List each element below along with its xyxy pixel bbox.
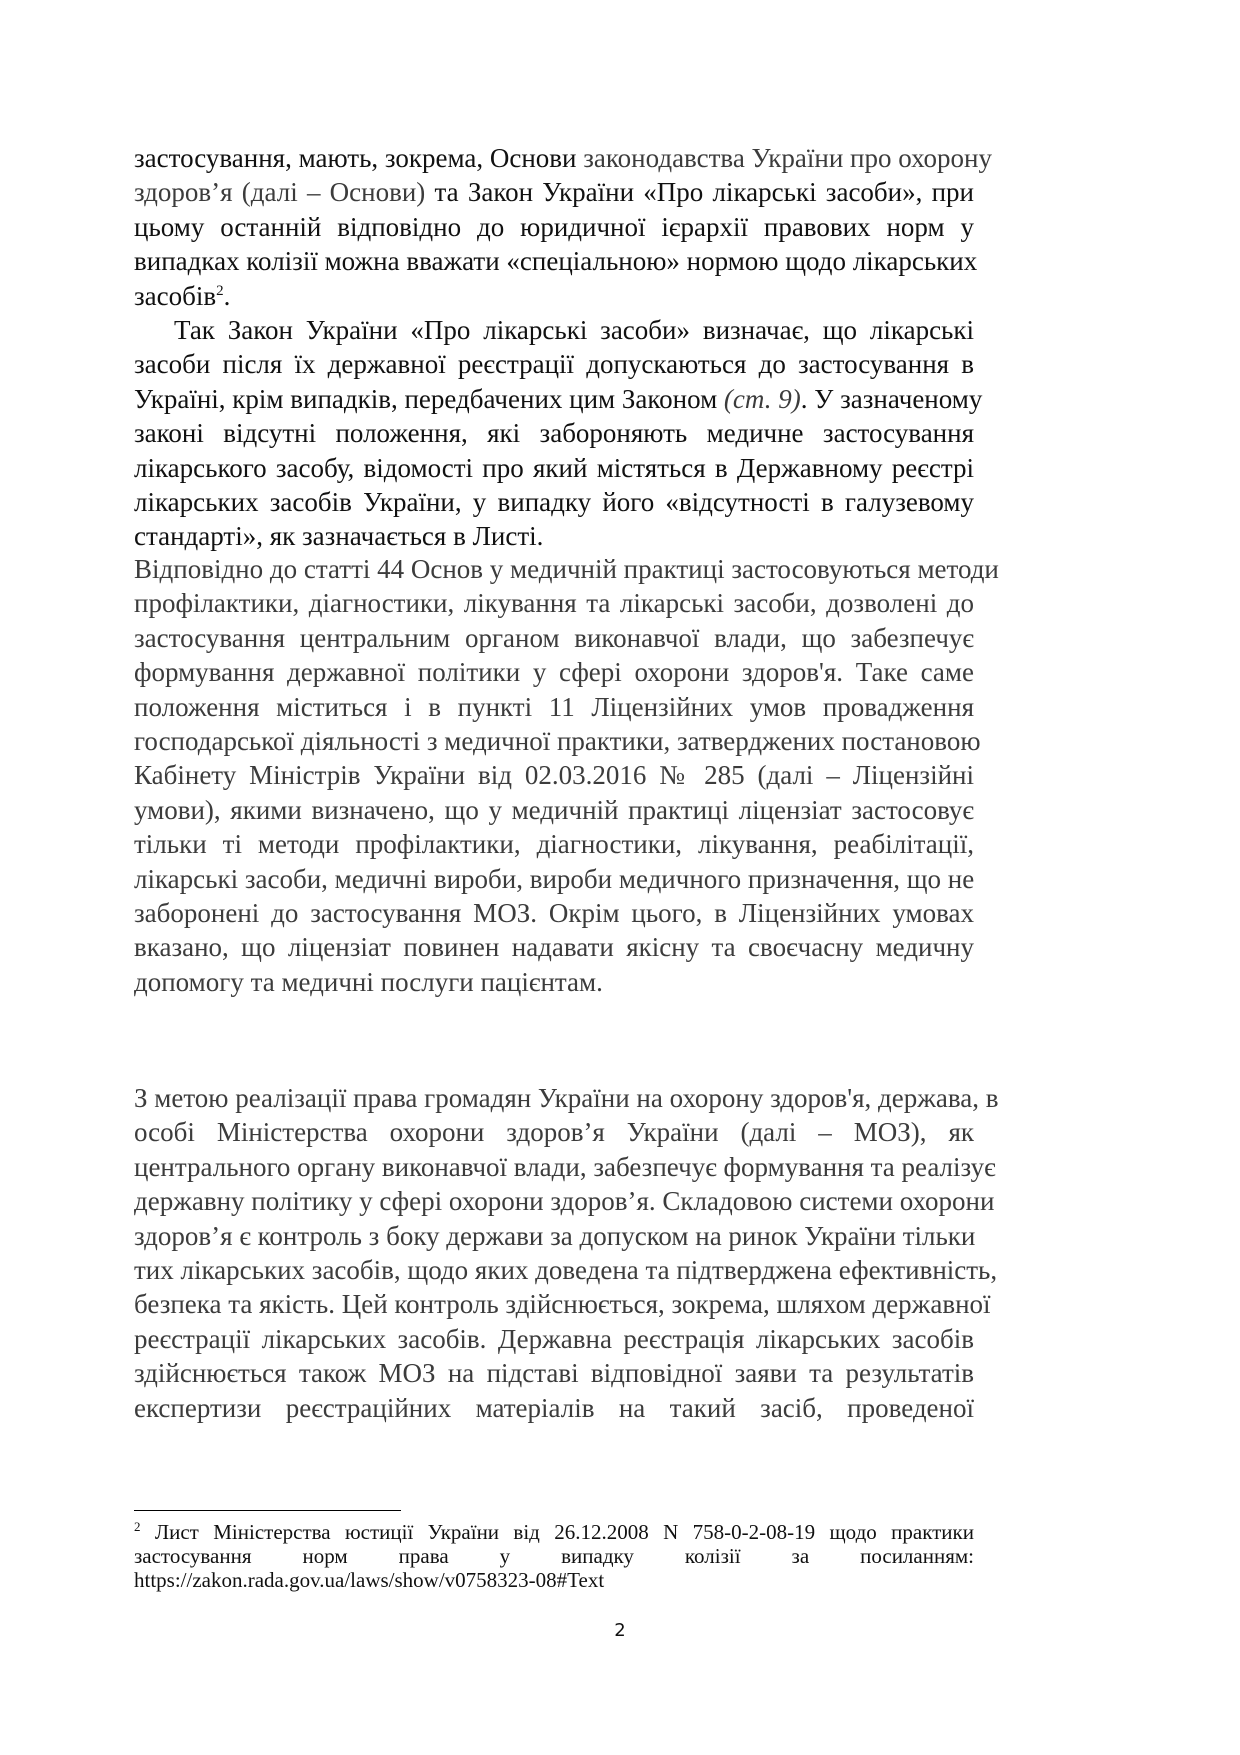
text-line: засобів$^2$. [134,280,231,311]
text-line: цьому останній відповідно до юридичної ієрархії правових норм у [134,211,974,242]
text-line: законі відсутні положення, які забороняють медичне застосування [134,418,974,449]
footnote-line: $^2$ Лист Міністерства юстиції України від 26.12.2008 N 758-0-2-08-19 щодо практики [134,1519,974,1544]
text-line: Так Закон України «Про лікарські засоби» визначає, що лікарські [174,315,974,345]
paragraph-3 [134,552,999,999]
text-line: заборонені до застосування МОЗ. Окрім цього, в Ліцензійних умовах [134,897,974,928]
text-line: Україні, крім випадків, передбачених цим Законом (ст. 9). У зазначеному [134,383,983,414]
text-line: засоби після їх державної реєстрації допускаються до застосування в [134,349,974,380]
text-line: формування державної політики у сфері охорони здоров'я. Таке саме [134,657,974,688]
text-line: лікарських засобів України, у випадку його «відсутності в галузевому [134,486,974,517]
footnote-number: 2 [134,1519,141,1534]
paragraph-2 [134,313,983,554]
text-line: господарської діяльності з медичної практики, затверджених постановою [134,725,981,756]
text-line: лікарські засоби, медичні вироби, вироби медичного призначення, що не [134,863,975,894]
text-line: допомогу та медичні послуги пацієнтам. [134,966,603,997]
text-line: безпека та якість. Цей контроль здійснюється, зокрема, шляхом державної [134,1289,991,1320]
paragraph-1 [134,141,992,313]
text-line: застосування, мають, зокрема, Основи законодавства України про охорону [134,143,992,173]
footnote-line: застосування норм права у випадку колізії за посиланням: [134,1544,974,1568]
page-number: 2 [614,1620,626,1641]
text-line: центрального органу виконавчої влади, забезпечує формування та реалізує [134,1151,996,1182]
text-line: особі Міністерства охорони здоров’я України (далі – МОЗ), як [134,1117,974,1148]
text-line: З метою реалізації права громадян України на охорону здоров'я, держава, в [134,1083,999,1113]
text-line: тільки ті методи профілактики, діагностики, лікування, реабілітації, [134,829,974,860]
text-line: умови), якими визначено, що у медичній практиці ліцензіат застосовує [134,794,974,825]
text-line: положення міститься і в пункті 11 Ліцензійних умов провадження [134,691,974,722]
text-line: лікарського засобу, відомості про який містяться в Державному реєстрі [134,452,974,483]
text-line: випадках колізії можна вважати «спеціальною» нормою щодо лікарських [134,246,978,277]
text-line: експертизи реєстраційних матеріалів на такий засіб, проведеної [134,1392,974,1423]
text-line: здійснюється також МОЗ на підставі відповідної заяви та результатів [134,1358,974,1389]
footnote-link[interactable]: https://zakon.rada.gov.ua/laws/show/v0758323-08#Text [134,1568,605,1592]
text-line: профілактики, діагностики, лікування та лікарські засоби, дозволені до [134,588,974,619]
footnote-reference[interactable]: 2 [216,282,224,299]
footnote [134,1520,974,1592]
text-line: здоров’я (далі – Основи) та Закон України «Про лікарські засоби», при [134,177,974,208]
text-line: застосування центральним органом виконавчої влади, що забезпечує [134,622,974,653]
text-line: тих лікарських засобів, щодо яких доведена та підтверджена ефективність, [134,1254,998,1285]
text-line: вказано, що ліцензіат повинен надавати якісну та своєчасну медичну [134,932,974,963]
footnote-separator [134,1510,401,1511]
text-line: Відповідно до статті 44 Основ у медичній практиці застосовуються методи [134,554,999,584]
article-reference: (ст. 9) [723,383,801,414]
text-line: здоров’я є контроль з боку держави за допуском на ринок України тільки [134,1220,976,1251]
text-line: державну політику у сфері охорони здоров’я. Складовою системи охорони [134,1186,995,1217]
text-line: реєстрації лікарських засобів. Державна реєстрація лікарських засобів [134,1323,974,1354]
text-line: Кабінету Міністрів України від 02.03.2016 № 285 (далі – Ліцензійні [134,760,974,791]
text-line: стандарті», як зазначається в Листі. [134,521,544,552]
paragraph-4 [134,1081,999,1425]
